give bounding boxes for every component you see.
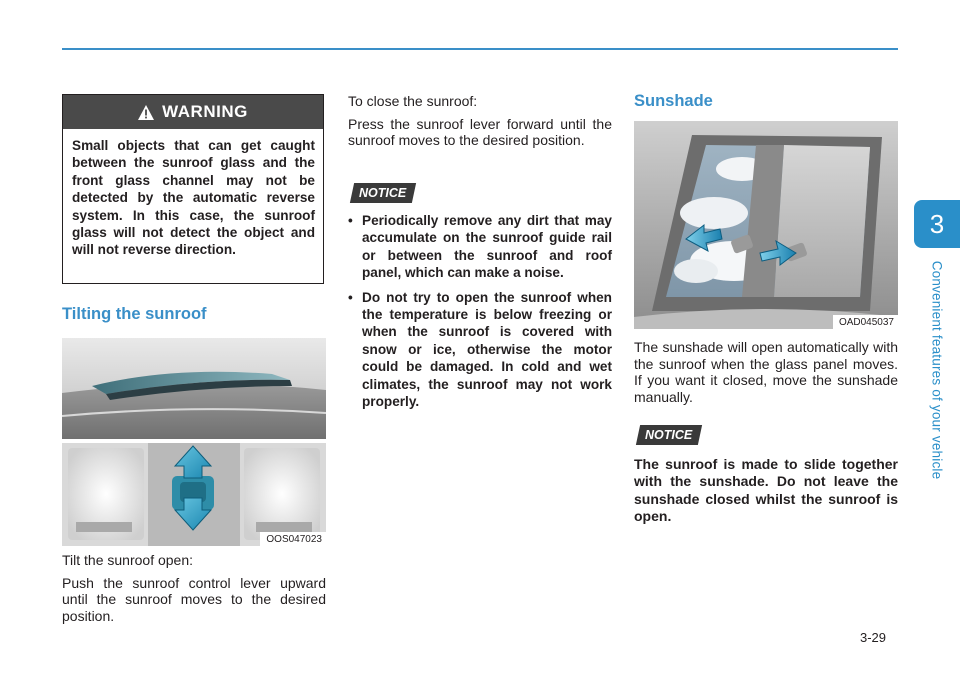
sunshade-section-title: Sunshade (634, 92, 713, 110)
chapter-tab (914, 200, 960, 248)
closing-notice-label: NOTICE (359, 186, 407, 200)
sunshade-notice-text: The sunroof is made to slide together with the sunshade. Do not leave the sunshade closed whilst the sunroof is open. (634, 456, 898, 525)
sunshade-body: The sunshade will open automatically with the sunroof when the glass panel moves. If you want it closed, move the sunshade manually. (634, 339, 898, 405)
sunshade-notice-label: NOTICE (645, 428, 693, 442)
sunshade-illustration (634, 121, 898, 329)
tilting-instruction: Push the sunroof control lever upward until the sunroof moves to the desired position. (62, 574, 326, 624)
closing-notice-list (348, 212, 612, 417)
sunroof-tilt-illustration (62, 338, 326, 546)
chapter-number: 3 (929, 208, 945, 239)
notice-bullet: • Periodically remove any dirt that may accumulate on the sunroof guide rail or between the sunroof and roof panel, which can make a noise. (348, 212, 612, 282)
chapter-title: Convenient features of your vehicle (929, 260, 945, 480)
sunshade-image-code: OAD045037 (833, 315, 898, 329)
tilt-image-code: OOS047023 (260, 532, 326, 546)
closing-body (348, 93, 612, 155)
page-number: 3-29 (860, 630, 887, 645)
header-rule (62, 48, 898, 50)
sunshade-notice-tag (636, 425, 702, 445)
closing-notice-tag (350, 183, 416, 203)
warning-box (62, 94, 324, 284)
notice-bullet: • Do not try to open the sunroof when the temperature is below freezing or when the sunroof is covered with snow or ice, otherwise the motor could be damaged. In cold and wet climates, the sunroof may not work properly. (348, 289, 612, 411)
tilting-body (62, 552, 326, 630)
tilting-intro: Tilt the sunroof open: (62, 552, 194, 568)
sunroof-tilt-photo (62, 338, 326, 546)
warning-text: Small objects that can get caught between the sunroof glass and the front glass channel may not be detected by the automatic reverse system. In this case, the sunroof glass will not detect the object and will not reverse direction. (72, 138, 315, 258)
closing-intro: To close the sunroof: (348, 93, 478, 109)
tilting-section-title: Tilting the sunroof (62, 305, 207, 323)
closing-instruction: Press the sunroof lever forward until the sunroof moves to the desired position. (348, 115, 612, 149)
warning-heading: WARNING (162, 102, 248, 121)
sunshade-photo (634, 121, 898, 329)
warning-header (63, 95, 323, 129)
warning-triangle-icon (138, 105, 154, 120)
